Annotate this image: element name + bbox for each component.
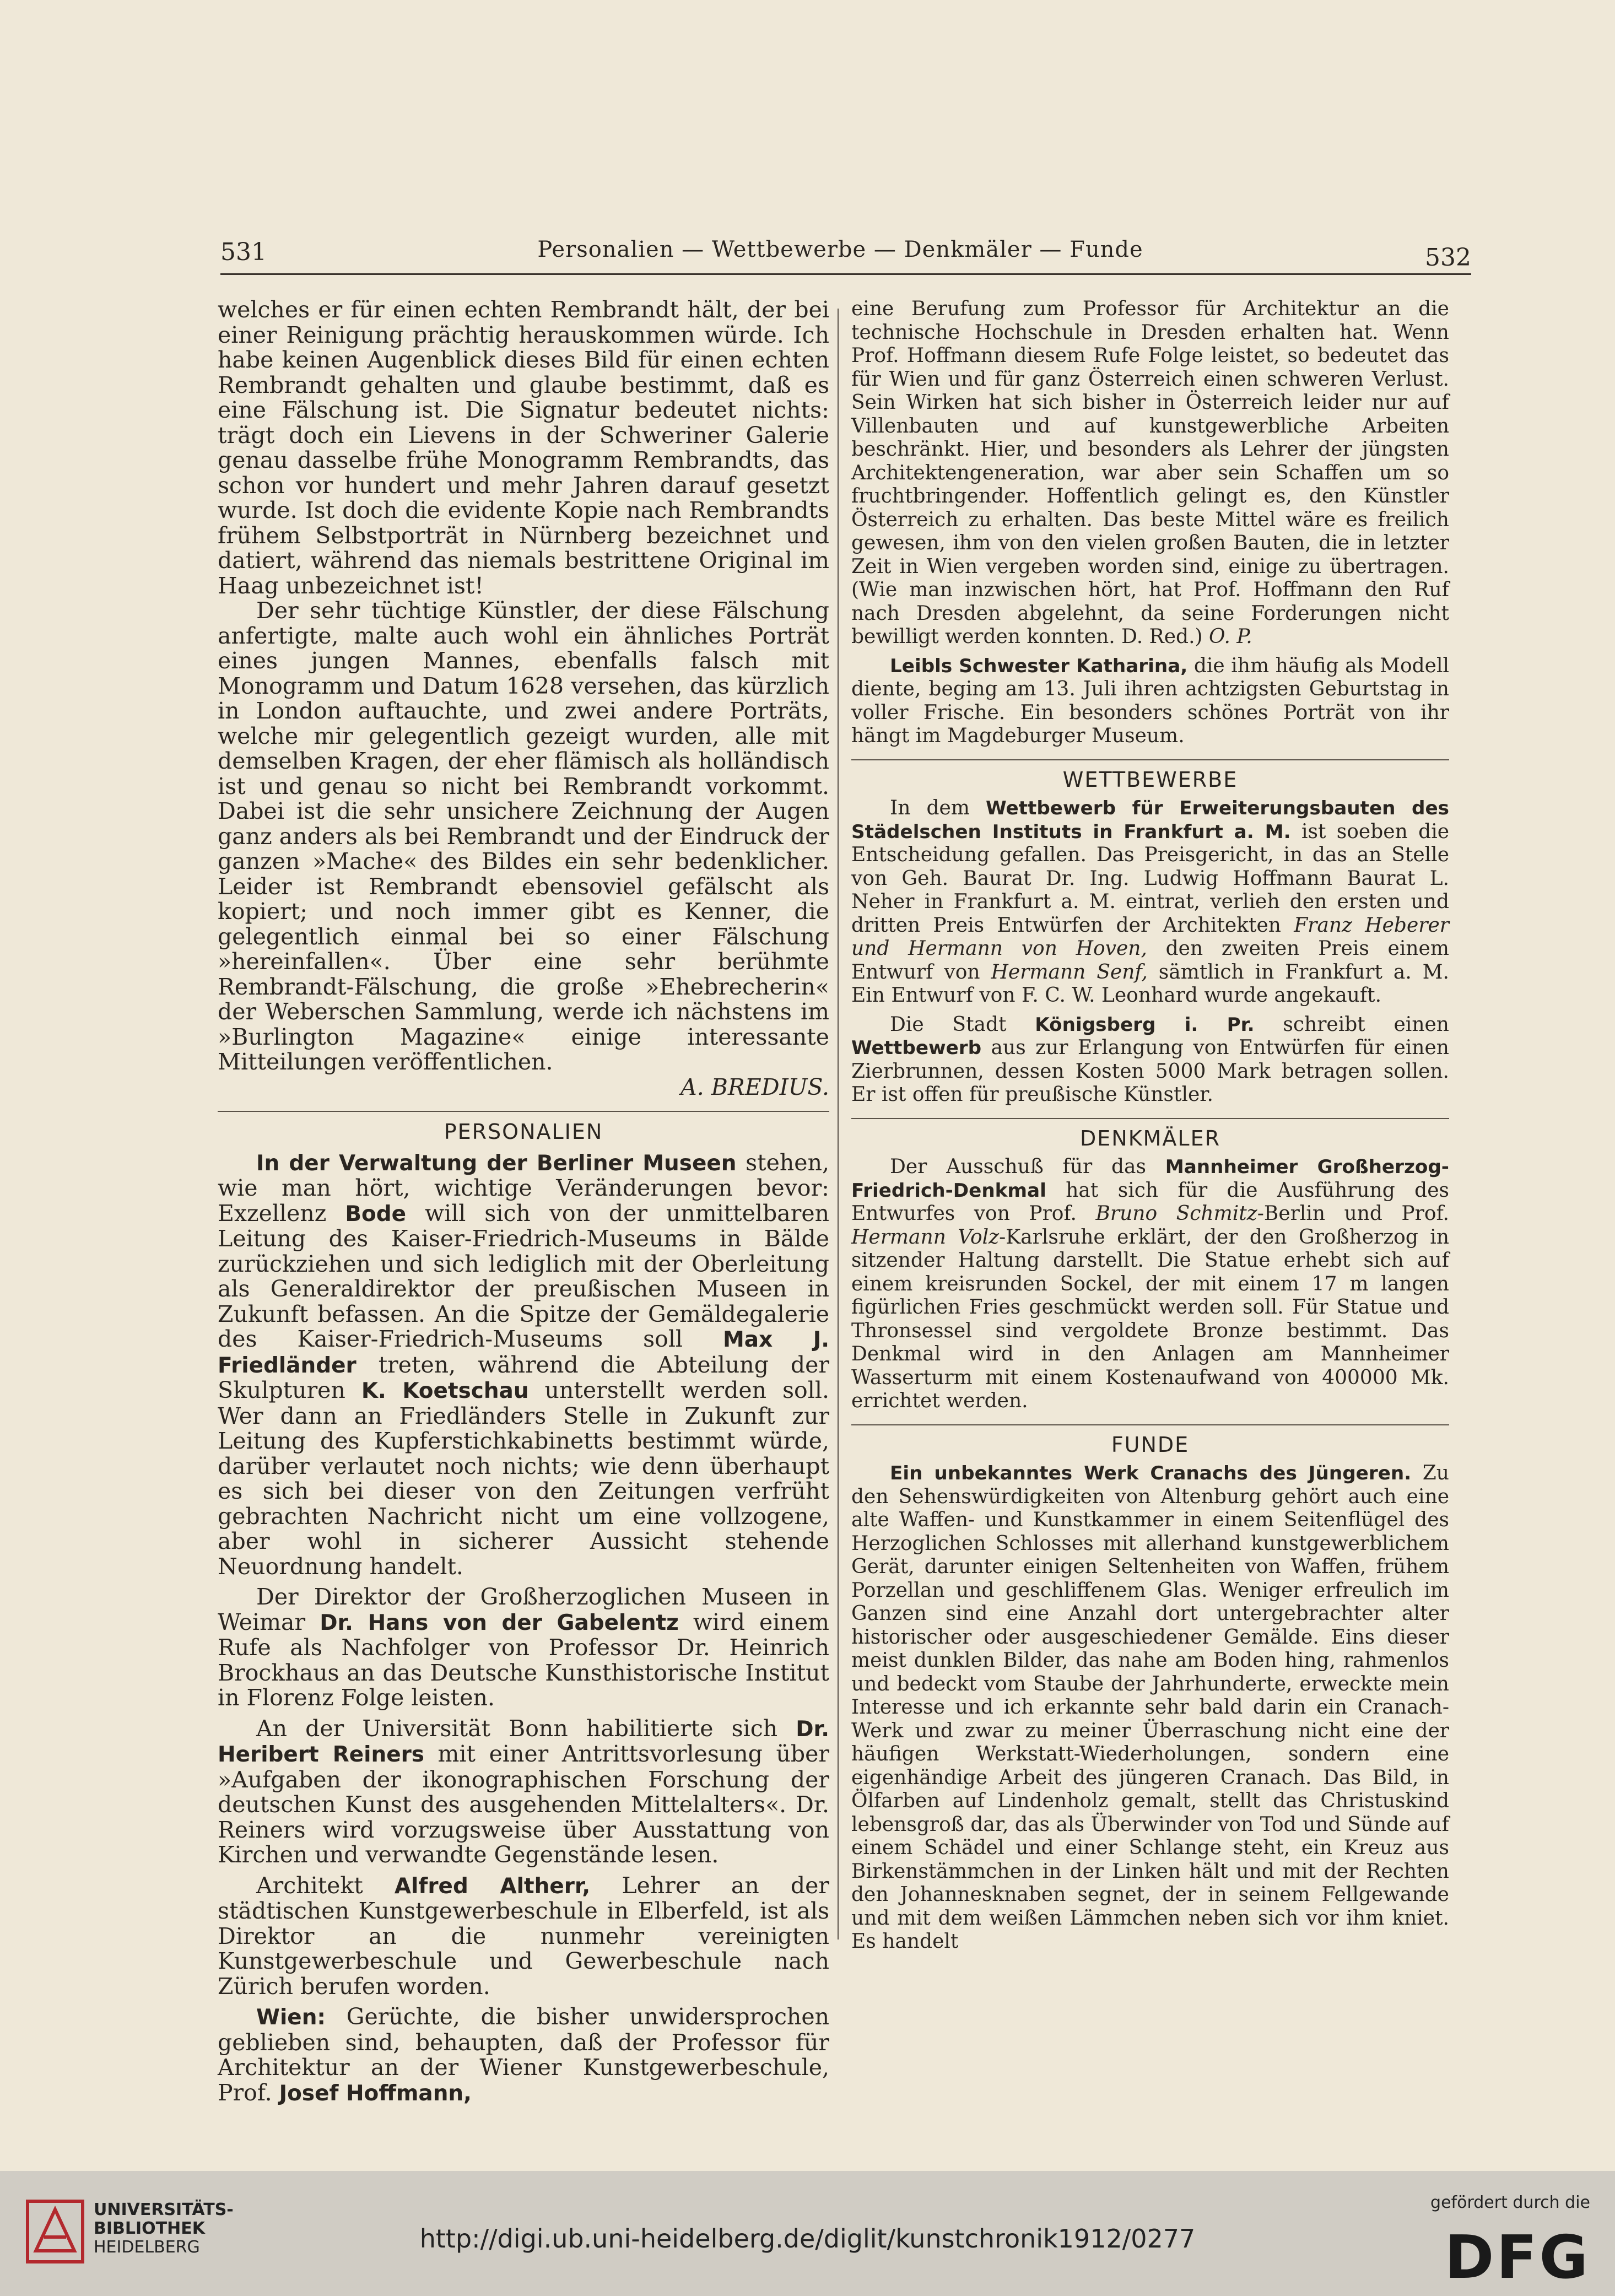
bold-text: K. Koetschau: [361, 1379, 529, 1403]
viewer-footer: [0, 2171, 1615, 2296]
paragraph-wien: [218, 2005, 829, 2106]
text-run: aus zur Erlangung von Entwürfen für einen Zierbrunnen, dessen Kosten 5000 Mark betragen sollen. Er ist offen für preußische Künstler.: [851, 1036, 1449, 1106]
bold-text: Josef Hoffmann,: [279, 2081, 472, 2106]
bold-text: Mannheimer Großherzog-Friedrich-Denkmal: [851, 1156, 1449, 1202]
text-run: schreibt einen: [1254, 1013, 1449, 1036]
text-run: hat sich für die Ausführung des Entwurfes von Prof.: [851, 1179, 1449, 1225]
paragraph-bredius-1: welches er für einen echten Rembrandt hält, der bei einer Reinigung prächtig herauskommen würde. Ich habe keinen Augenblick dieses Bild für einen echten Rembrandt gehalten und glaube bestimmt, daß es eine Fälschung ist. Die Signatur bedeutet nichts: trägt doch ein Lievens in der Schweriner Galerie genau dasselbe frühe Monogramm Rembrandts, das schon vor hundert und mehr Jahren darauf gesetzt wurde. Ist doch die evidente Kopie nach Rembrandts frühem Selbstporträt in Nürnberg bezeichnet und datiert, während das niemals bestrittene Original im Haag unbezeichnet ist!: [218, 296, 829, 599]
text-run: stehen, wie man hört, wichtige Veränderungen bevor: Exzellenz: [218, 1149, 830, 1227]
library-name-line: HEIDELBERG: [94, 2238, 200, 2257]
text-run: unterstellt werden soll. Wer dann an Friedländers Stelle in Zukunft zur Leitung des Kupferstichkabinetts bestimmt würde, darüber verlautet noch nichts; wie denn überhaupt es sich bei dieser von den Zeitungen verfrüht gebrachten Nachricht nicht um eine vollzogene, aber wohl in sicherer Aussicht stehende Neuordnung handelt.: [218, 1377, 829, 1580]
section-rule: [851, 759, 1449, 760]
bold-text: Königsberg i. Pr.: [1035, 1013, 1255, 1036]
paragraph-cranach: [851, 1462, 1449, 1954]
paragraph-gabelentz: [218, 1585, 829, 1711]
text-run: sämtlich in Frankfurt a. M. Ein Entwurf von F. C. W. Leonhard wurde angekauft.: [851, 960, 1449, 1007]
section-heading-personalien: PERSONALIEN: [444, 1120, 603, 1144]
bold-text: Dr. Heribert Reiners: [218, 1716, 829, 1767]
text-run: ist soeben die Entscheidung gefallen. Das Preisgericht, in das an Stelle von Geh. Baurat Dr. Ing. Ludwig Hoffmann Baurat L. Neher in Frankfurt a. M. eintrat, verlieh den ersten und dritten Preis Entwürfen der Architekten: [851, 820, 1450, 937]
paragraph-reiners: [218, 1716, 829, 1868]
column-divider: [838, 309, 839, 1940]
section-rule: [218, 1111, 829, 1112]
text-run: Der Ausschuß für das: [890, 1155, 1165, 1178]
paragraph-altherr: [218, 1873, 829, 2000]
section-heading-funde: FUNDE: [1111, 1432, 1190, 1457]
left-column: [218, 296, 830, 2106]
running-title: Personalien — Wettbewerbe — Denkmäler — Funde: [537, 237, 1143, 262]
page-number-right: 532: [1425, 244, 1471, 272]
text-run: Die Stadt: [890, 1013, 1035, 1036]
text-run: treten, während die Abteilung der Skulpturen: [218, 1351, 829, 1403]
italic-text: Hermann Volz: [851, 1225, 1000, 1249]
bold-text: Leibls Schwester Katharina,: [890, 655, 1188, 677]
running-head: [209, 226, 1471, 275]
italic-text: Franz Heberer und Hermann von Hoven,: [851, 914, 1449, 960]
text-run: -Karlsruhe erklärt, der den Großherzog in sitzender Haltung darstellt. Die Statue erhebt sich auf einem kreisrunden Sockel, der mit einem 17 m langen figürlichen Fries geschmückt werden soll. Für Statue und Thronsessel sind vergoldete Bronze bestimmt. Das Denkmal wird in den Anlagen am Mannheimer Wasserturm mit einem Kostenaufwand von 400000 Mk. errichtet werden.: [851, 1225, 1449, 1412]
text-run: Lehrer an der städtischen Kunstgewerbeschule in Elberfeld, ist als Direktor an die nunmehr vereinigten Kunstgewerbeschule und Gewerbeschule nach Zürich berufen worden.: [218, 1872, 829, 2000]
text-run: will sich von der unmittelbaren Leitung des Kaiser-Friedrich-Museums in Bälde zurückziehen und sich lediglich mit der Oberleitung als Generaldirektor der preußischen Museen in Zukunft befassen. An die Spitze der Gemäldegalerie des Kaiser-Friedrich-Museums soll: [218, 1200, 829, 1352]
paragraph-text: Der sehr tüchtige Künstler, der diese Fälschung anfertigte, malte auch wohl ein ähnliches Porträt eines jungen Mannes, ebenfalls falsch mit Monogramm und Datum 1628 versehen, das kürzlich in London auftauchte, und zwei andere Porträts, welche mir gelegentlich gezeigt wurden, alle mit demselben Kragen, der eher flämisch als holländisch ist und genau so nicht bei Rembrandt vorkommt. Dabei ist die sehr unsichere Zeichnung der Augen ganz anders als bei Rembrandt und der Eindruck der ganzen »Mache« des Bildes ein sehr bedenklicher. Leider ist Rembrandt ebensoviel gefälscht als kopiert; und noch immer gibt es Kenner, die gelegentlich einmal bei so einer Fälschung »hereinfallen«. Über eine sehr berühmte Rembrandt-Fälschung, die große »Ehebrecherin« der Weberschen Sammlung, werde ich nächstens im »Burlington Magazine« einige interessante Mitteilungen veröffentlichen.: [218, 597, 829, 1075]
paragraph-mannheim: [851, 1155, 1449, 1413]
library-name-line: BIBLIOTHEK: [94, 2219, 205, 2238]
permalink-url[interactable]: http://digi.ub.uni-heidelberg.de/diglit/kunstchronik1912/0277: [419, 2224, 1196, 2254]
section-rule: [851, 1424, 1449, 1425]
bold-text: Bode: [345, 1201, 407, 1227]
library-name-line: UNIVERSITÄTS-: [94, 2200, 234, 2219]
section-rule: [851, 1118, 1449, 1119]
bold-text: Max J. Friedländer: [218, 1327, 829, 1378]
text-run: den zweiten Preis einem Entwurf von: [851, 937, 1449, 984]
text-run: mit einer Antrittsvorlesung über »Aufgaben der ikonographischen Forschung der deutschen Kunst des ausgehenden Mittelalters«. Dr. Reiners wird vorzugsweise über Ausstattung von Kirchen und verwandte Gegenstände lesen.: [218, 1741, 829, 1868]
text-run: Der Direktor der Großherzoglichen Museen in Weimar: [218, 1584, 829, 1635]
text-run: Gerüchte, die bisher unwidersprochen geblieben sind, behaupten, daß der Professor für Architektur an der Wiener Kunstgewerbeschule, Prof.: [218, 2003, 829, 2106]
text-run: Zu den Sehenswürdigkeiten von Altenburg gehört auch eine alte Waffen- und Kunstkammer in einem Seitenflügel des Herzoglichen Schlosses mit allerhand kunstgewerblichem Gerät, darunter einigen Seltenheiten von Waffen, frühem Porzellan und geschliffenem Glas. Weniger erfreulich im Ganzen sind eine Anzahl dort untergebrachter alter historischer oder ausgeschiedener Gemälde. Eins dieser meist dunklen Bilder, das nahe am Boden hing, rahmenlos und bedeckt vom Staube der Jahrhunderte, erweckte mein Interesse und ich erkannte sehr bald darin ein Cranach-Werk und zwar zu meiner Überraschung nicht eine der häufigen Werkstatt-Wiederholungen, sondern eine eigenhändige Arbeit des jüngeren Cranach. Das Bild, in Ölfarben auf Lindenholz gemalt, stellt das Christuskind lebensgroß dar, das als Überwinder von Tod und Sünde auf einem Schädel und einer Schlange steht, ein Kreuz aus Birkenstämmchen in der Linken hält und mit der Rechten den Johannesknaben segnet, der in seinem Fellgewande und mit dem weißen Lämmchen neben sich vor ihm kniet. Es handelt: [851, 1462, 1449, 1953]
paragraph-berliner-museen: [218, 1150, 829, 1580]
text-run: wird einem Rufe als Nachfolger von Professor Dr. Heinrich Brockhaus an das Deutsche Kunsthistorische Institut in Florenz Folge leisten.: [218, 1608, 829, 1711]
paragraph-hoffmann: [851, 298, 1449, 649]
text-run: eine Berufung zum Professor für Architektur an die technische Hochschule in Dresden erhalten hat. Wenn Prof. Hoffmann diesem Rufe Folge leistet, so bedeutet das für Wien und für ganz Österreich einen schweren Verlust. Sein Wirken hat sich bisher in Österreich leider nur auf Villenbauten und auf kunstgewerbliche Arbeiten beschränkt. Hier, und besonders als Lehrer der jüngsten Architektengeneration, war aber sein Schaffen um so fruchtbringender. Hoffentlich gelingt es, den Künstler Österreich zu erhalten. Das beste Mittel wäre es freilich gewesen, ihm von den vielen großen Bauten, die in letzter Zeit in Wien vergeben worden sind, einige zu übertragen. (Wie man inzwischen hört, hat Prof. Hoffmann den Ruf nach Dresden abgelehnt, da seine Forderungen nicht bewilligt werden konnten. D. Red.): [851, 298, 1449, 648]
paragraph-leibl: [851, 655, 1449, 748]
bold-text: Wettbewerb: [851, 1037, 982, 1059]
text-run: Architekt: [256, 1872, 395, 1899]
bold-text: Alfred Altherr,: [394, 1873, 591, 1899]
paragraph-bredius-2: [218, 598, 829, 1100]
page-number-left: 531: [220, 238, 267, 266]
dfg-logo-icon[interactable]: DFG: [1444, 2223, 1590, 2292]
bold-text: Wettbewerb für Erweiterungsbauten des Städelschen Instituts in Frankfurt a. M.: [851, 797, 1449, 843]
bold-text: In der Verwaltung der Berliner Museen: [256, 1150, 737, 1176]
text-run: -Berlin und Prof.: [1257, 1202, 1449, 1225]
section-heading-denkmaeler: DENKMÄLER: [1080, 1126, 1220, 1150]
funding-label: gefördert durch die: [1430, 2193, 1590, 2212]
text-run: In dem: [890, 797, 986, 819]
text-run: die ihm häufig als Modell diente, beging am 13. Juli ihren achtzigsten Geburtstag in voller Frische. Ein besonders schönes Porträt von ihr hängt im Magdeburger Museum.: [851, 654, 1449, 747]
italic-text: Hermann Senf,: [991, 960, 1148, 984]
right-column: [851, 298, 1449, 2006]
bold-text: Dr. Hans von der Gabelentz: [320, 1610, 679, 1635]
section-heading-wettbewerbe: WETTBEWERBE: [1062, 767, 1238, 792]
bold-text: Wien:: [256, 2005, 326, 2030]
signature-op: O. P.: [1209, 625, 1252, 648]
header-rule: [220, 273, 1471, 275]
paragraph-staedel: [851, 797, 1449, 1008]
italic-text: Bruno Schmitz: [1095, 1202, 1257, 1225]
paragraph-koenigsberg: [851, 1013, 1449, 1107]
bold-text: Ein unbekanntes Werk Cranachs des Jüngeren.: [890, 1462, 1412, 1484]
text-run: An der Universität Bonn habilitierte sich: [256, 1715, 796, 1742]
signature-bredius: A. BREDIUS.: [680, 1073, 829, 1100]
